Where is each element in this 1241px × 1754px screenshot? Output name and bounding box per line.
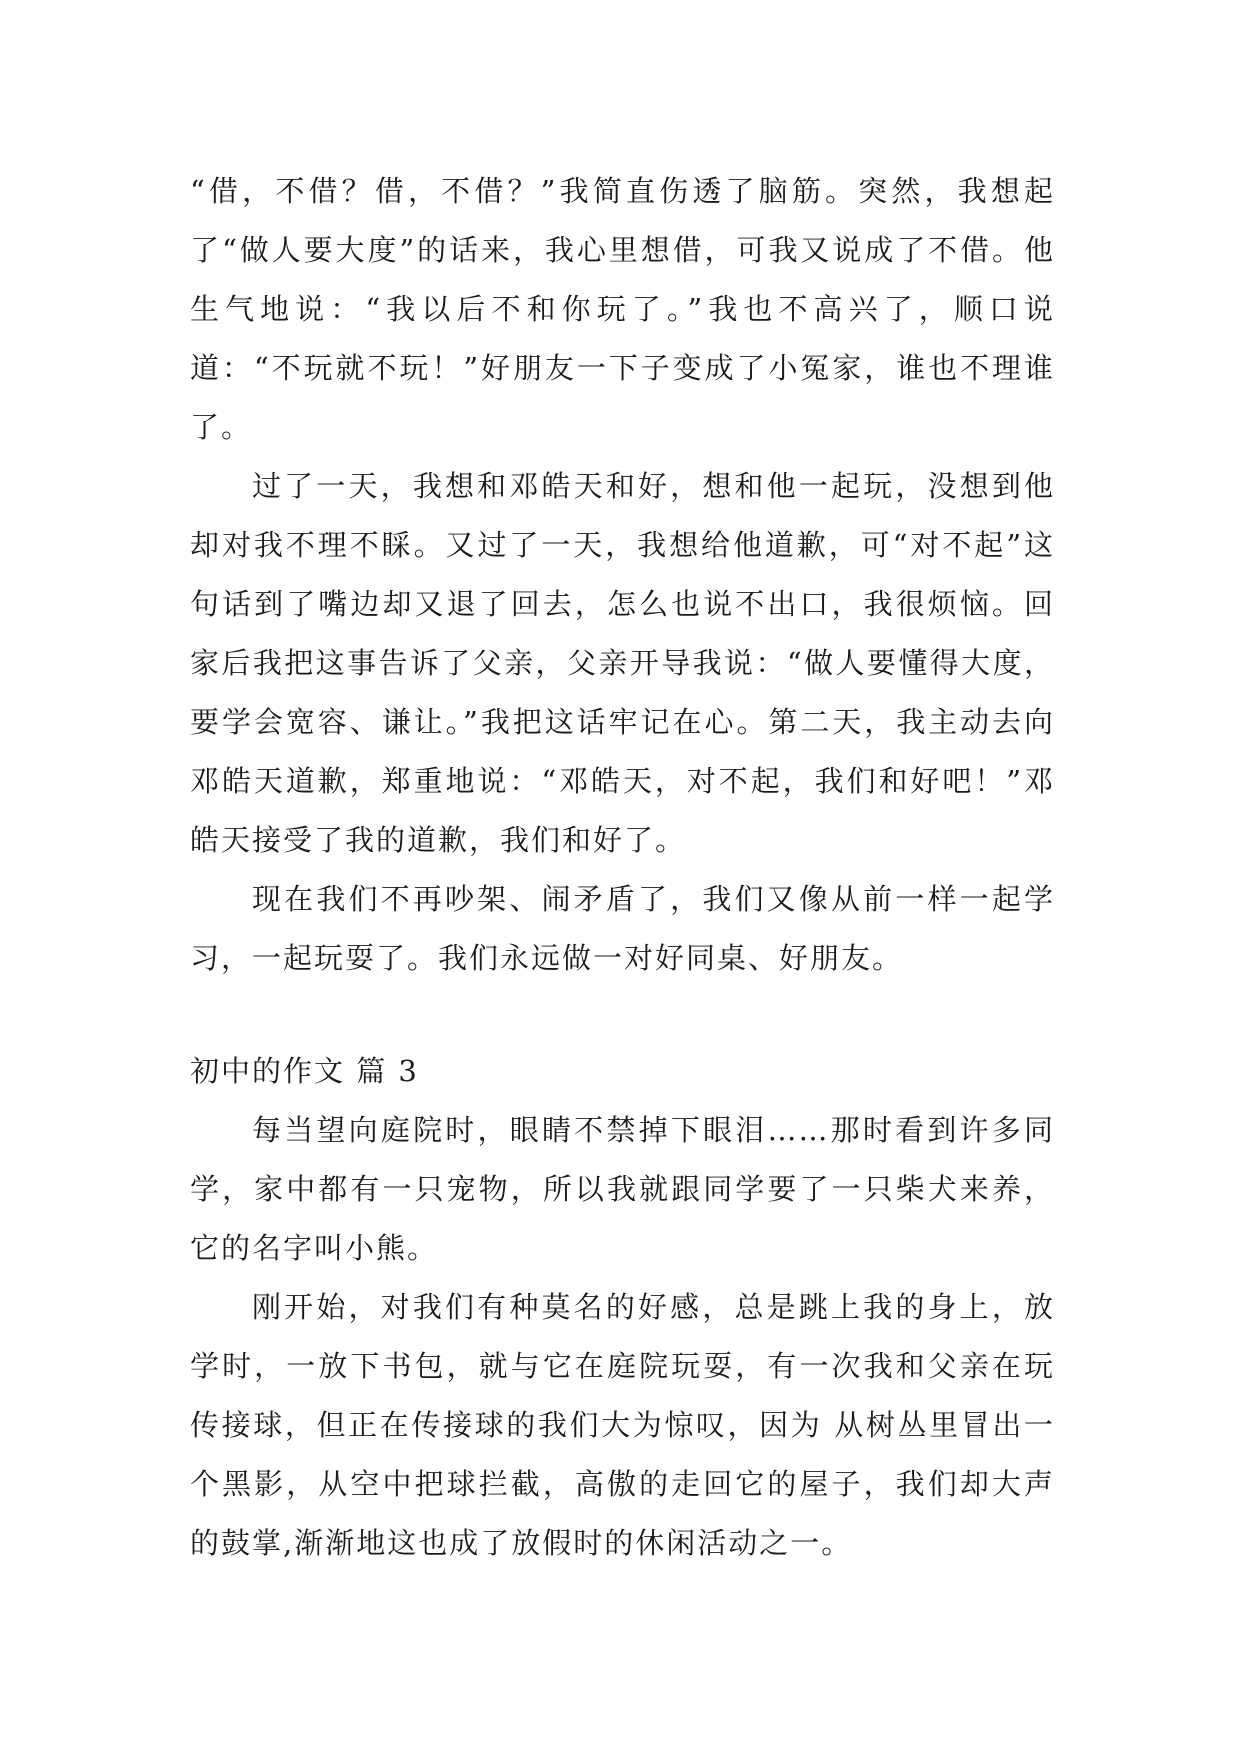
paragraph-1: “借，不借？借，不借？”我简直伤透了脑筋。突然，我想起了“做人要大度”的话来，我心里想借，可我又说成了不借。他生气地说：“我以后不和你玩了。”我也不高兴了，顺口说道：“不玩就不玩！”好朋友一下子变成了小冤家，谁也不理谁了。 xyxy=(190,174,1055,444)
paragraph-5: 刚开始，对我们有种莫名的好感，总是跳上我的身上，放学时，一放下书包，就与它在庭院玩耍，有一次我和父亲在玩传接球，但正在传接球的我们大为惊叹，因为 从树丛里冒出一个黑影，从空中把球拦截，高傲的走回它的屋子，我们却大声的鼓掌,渐渐地这也成了放假时的休闲活动之一。 xyxy=(190,1290,1055,1560)
paragraph-2: 过了一天，我想和邓皓天和好，想和他一起玩，没想到他却对我不理不睬。又过了一天，我想给他道歉，可“对不起”这句话到了嘴边却又退了回去，怎么也说不出口，我很烦恼。回家后我把这事告诉了父亲，父亲开导我说：“做人要懂得大度，要学会宽容、谦让。”我把这话牢记在心。第二天，我主动去向邓皓天道歉，郑重地说：“邓皓天，对不起，我们和好吧！”邓皓天接受了我的道歉，我们和好了。 xyxy=(190,469,1055,857)
section-title: 初中的作文 篇 3 xyxy=(190,1054,419,1088)
paragraph-3: 现在我们不再吵架、闹矛盾了，我们又像从前一样一起学习，一起玩耍了。我们永远做一对好同桌、好朋友。 xyxy=(190,882,1055,975)
document-body xyxy=(190,162,1055,1573)
paragraph-4: 每当望向庭院时，眼睛不禁掉下眼泪……那时看到许多同学，家中都有一只宠物，所以我就跟同学要了一只柴犬来养，它的名字叫小熊。 xyxy=(190,1113,1055,1265)
